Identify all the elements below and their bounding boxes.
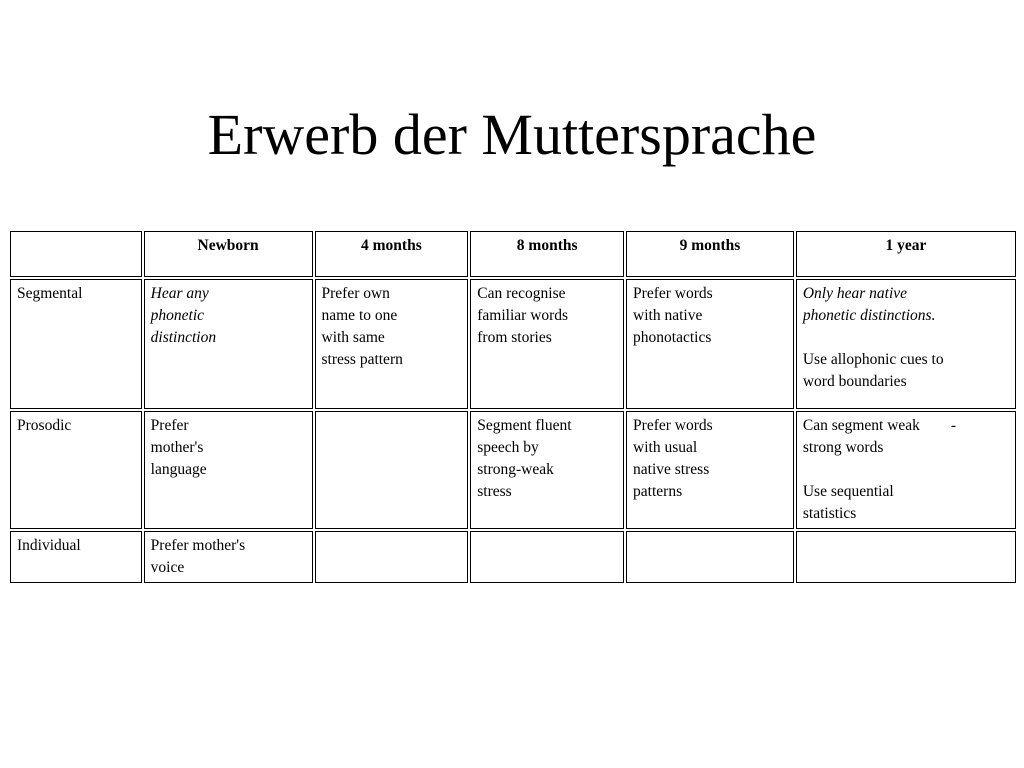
cell-segmental-9-months: Prefer words with native phonotactics — [626, 279, 794, 409]
table-row — [10, 279, 1016, 409]
header-9-months: 9 months — [626, 231, 794, 277]
prosodic-1-year-line-b: Use sequential statistics — [802, 483, 894, 522]
header-corner — [10, 231, 142, 277]
cell-prosodic-newborn: Prefer mother's language — [144, 411, 313, 529]
header-1-year: 1 year — [796, 231, 1016, 277]
slide-title: Erwerb der Muttersprache — [207, 102, 817, 167]
acquisition-table — [8, 229, 1018, 585]
table-row — [10, 531, 1016, 583]
row-label-segmental: Segmental — [10, 279, 142, 409]
header-row — [10, 231, 1016, 277]
header-8-months: 8 months — [470, 231, 624, 277]
cell-segmental-8-months: Can recognise familiar words from stories — [470, 279, 624, 409]
cell-individual-newborn: Prefer mother's voice — [144, 531, 313, 583]
cell-prosodic-1-year — [796, 411, 1016, 529]
segmental-1-year-line-b: Use allophonic cues to word boundaries — [802, 351, 944, 390]
table-row — [10, 411, 1016, 529]
cell-segmental-newborn: Hear any phonetic distinction — [144, 279, 313, 409]
cell-individual-4-months — [315, 531, 469, 583]
cell-prosodic-8-months: Segment fluent speech by strong-weak stress — [470, 411, 624, 529]
header-4-months: 4 months — [315, 231, 469, 277]
cell-individual-1-year — [796, 531, 1016, 583]
cell-segmental-4-months: Prefer own name to one with same stress pattern — [315, 279, 469, 409]
row-label-individual: Individual — [10, 531, 142, 583]
prosodic-1-year-line-a: Can segment weak - strong words — [802, 417, 957, 456]
cell-individual-8-months — [470, 531, 624, 583]
cell-prosodic-9-months: Prefer words with usual native stress patterns — [626, 411, 794, 529]
row-label-prosodic: Prosodic — [10, 411, 142, 529]
segmental-1-year-line-a: Only hear native phonetic distinctions. — [802, 285, 936, 324]
cell-individual-9-months — [626, 531, 794, 583]
cell-prosodic-4-months — [315, 411, 469, 529]
cell-segmental-1-year — [796, 279, 1016, 409]
header-newborn: Newborn — [144, 231, 313, 277]
